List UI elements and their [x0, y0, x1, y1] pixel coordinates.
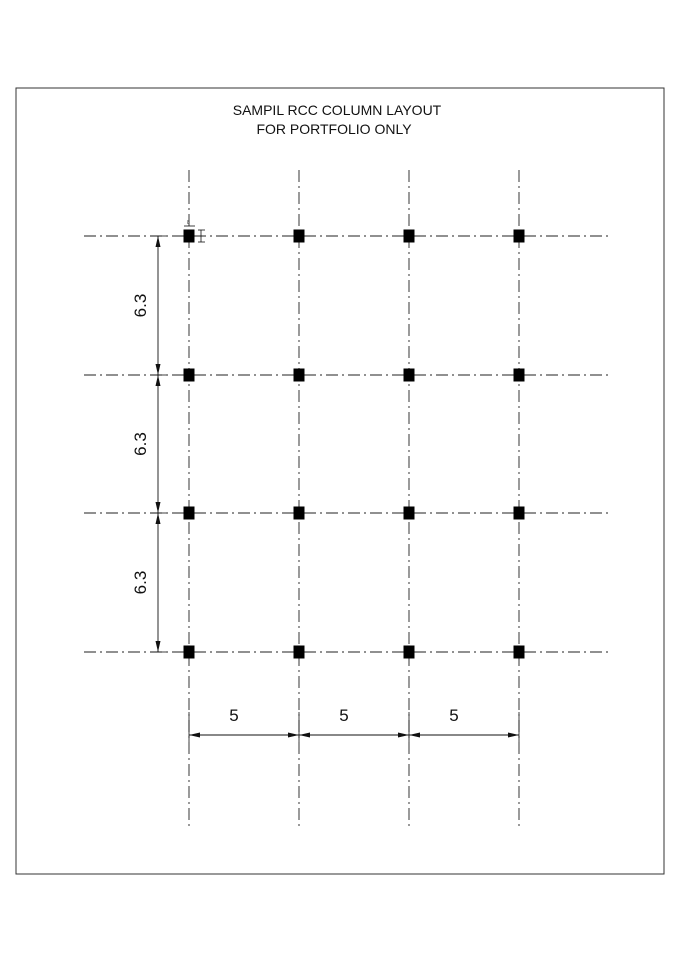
dim-arrow-icon	[156, 375, 161, 386]
dim-arrow-icon	[189, 733, 200, 738]
column-r4-c3	[404, 646, 415, 659]
column-r3-c2	[294, 507, 305, 520]
vertical-dimension-label-2: 6.3	[131, 432, 150, 456]
vertical-dimension-label-1: 6.3	[131, 293, 150, 318]
column-r4-c2	[294, 646, 305, 659]
column-size-note: 8	[187, 220, 190, 226]
columns	[184, 230, 525, 659]
grid-lines	[84, 170, 610, 830]
dim-arrow-icon	[156, 364, 161, 375]
column-r2-c3	[404, 369, 415, 382]
column-r1-c3	[404, 230, 415, 243]
column-r1-c1	[184, 230, 195, 243]
dim-arrow-icon	[156, 641, 161, 652]
column-r3-c4	[514, 507, 525, 520]
drawing-border	[16, 88, 664, 874]
horizontal-dimensions	[189, 706, 519, 742]
column-r2-c4	[514, 369, 525, 382]
drawing-title-line-1: SAMPIL RCC COLUMN LAYOUT	[232, 102, 442, 118]
dim-arrow-icon	[288, 733, 299, 738]
column-r1-c4	[514, 230, 525, 243]
column-r4-c1	[184, 646, 195, 659]
column-r2-c1	[184, 369, 195, 382]
dim-arrow-icon	[156, 502, 161, 513]
column-r4-c4	[514, 646, 525, 659]
vertical-dimensions	[131, 236, 166, 652]
dim-arrow-icon	[156, 513, 161, 524]
dim-arrow-icon	[299, 733, 310, 738]
column-r2-c2	[294, 369, 305, 382]
dim-arrow-icon	[508, 733, 519, 738]
column-r3-c3	[404, 507, 415, 520]
vertical-dimension-label-3: 6.3	[131, 570, 150, 595]
horizontal-dimension-label-1: 5	[229, 706, 239, 725]
horizontal-dimension-label-3: 5	[449, 706, 459, 725]
column-r3-c1	[184, 507, 195, 520]
dim-arrow-icon	[398, 733, 409, 738]
column-r1-c2	[294, 230, 305, 243]
horizontal-dimension-label-2: 5	[339, 706, 349, 725]
dim-arrow-icon	[156, 236, 161, 247]
drawing-title-line-2: FOR PORTFOLIO ONLY	[256, 121, 412, 137]
dim-arrow-icon	[409, 733, 420, 738]
